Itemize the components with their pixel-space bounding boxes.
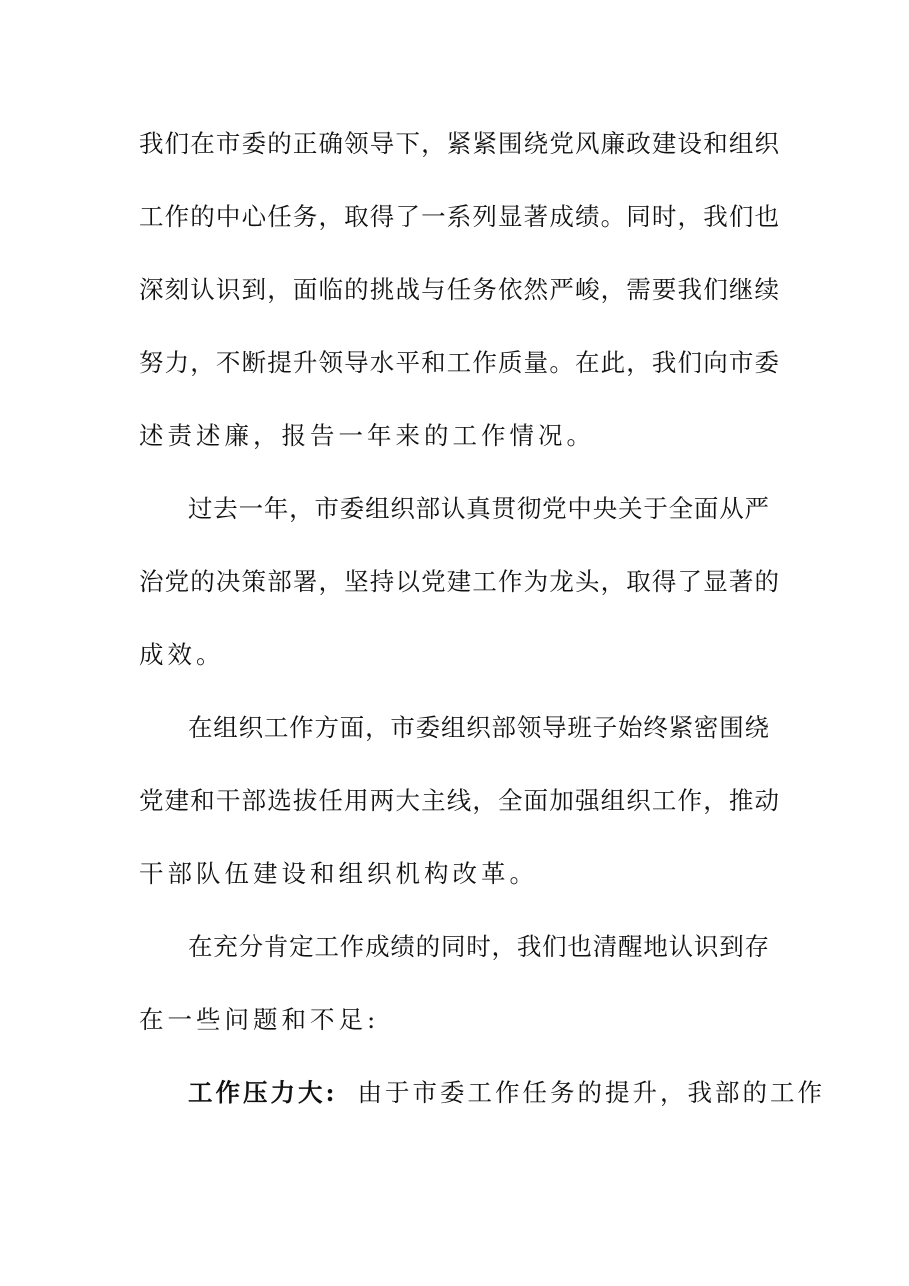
paragraph-5-text: 由于市委工作任务的提升，我部的工作 bbox=[357, 1078, 826, 1107]
paragraph-5-bold-lead: 工作压力大: bbox=[188, 1078, 338, 1107]
paragraph-3-line-1: 在组织工作方面，市委组织部领导班子始终紧密围绕 bbox=[188, 713, 769, 742]
paragraph-1-line-2: 工作的中心任务，取得了一系列显著成绩。同时，我们也 bbox=[139, 202, 779, 231]
paragraph-1-line-3: 深刻认识到，面临的挑战与任务依然严峻，需要我们继续 bbox=[139, 275, 779, 304]
paragraph-1-line-5: 述责述廉，报告一年来的工作情况。 bbox=[139, 421, 595, 450]
paragraph-4-line-1: 在充分肯定工作成绩的同时，我们也清醒地认识到存 bbox=[188, 932, 769, 961]
paragraph-1-line-1: 我们在市委的正确领导下，紧紧围绕党风廉政建设和组织 bbox=[139, 129, 779, 158]
paragraph-5-line-1 bbox=[188, 1075, 826, 1111]
paragraph-2-line-2: 治党的决策部署，坚持以党建工作为龙头，取得了显著的 bbox=[139, 567, 779, 596]
paragraph-2-line-1: 过去一年，市委组织部认真贯彻党中央关于全面从严 bbox=[188, 494, 769, 523]
paragraph-1-line-4: 努力，不断提升领导水平和工作质量。在此，我们向市委 bbox=[139, 348, 779, 377]
paragraph-3-line-3: 干部队伍建设和组织机构改革。 bbox=[139, 859, 538, 888]
paragraph-4-line-2: 在一些问题和不足: bbox=[139, 1005, 380, 1034]
paragraph-3-line-2: 党建和干部选拔任用两大主线，全面加强组织工作，推动 bbox=[139, 786, 779, 815]
paragraph-2-line-3: 成效。 bbox=[139, 640, 225, 669]
